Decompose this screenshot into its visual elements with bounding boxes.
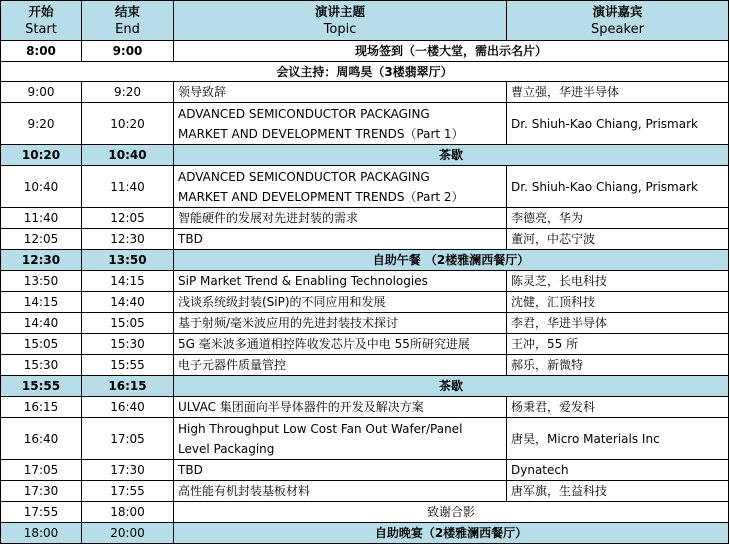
talk-topic-line-2: MARKET AND DEVELOPMENT TRENDS（Part 2） [178, 189, 464, 204]
end-time: 17:05 [82, 418, 174, 460]
end-time: 10:20 [82, 103, 174, 145]
host-info: 会议主持：周鸣昊（3楼翡翠厅） [1, 62, 729, 82]
start-time: 15:05 [1, 334, 82, 355]
talk-topic-line-1: ADVANCED SEMICONDUCTOR PACKAGING [178, 169, 430, 184]
talk-topic: 5G 毫米波多通道相控阵收发芯片及中电 55所研究进展 [174, 334, 507, 355]
end-time: 11:40 [82, 166, 174, 208]
header-row [1, 1, 729, 41]
break-row [1, 376, 729, 397]
break-title: 茶歇 [174, 145, 729, 166]
talk-speaker: 李君，华进半导体 [507, 313, 729, 334]
start-time: 17:30 [1, 481, 82, 502]
agenda-row [1, 271, 729, 292]
start-time: 8:00 [1, 41, 82, 62]
break-title: 自助午餐 （2楼雅澜西餐厅） [174, 250, 729, 271]
agenda-row [1, 397, 729, 418]
start-time: 18:00 [1, 523, 82, 544]
end-time: 12:05 [82, 208, 174, 229]
break-row [1, 523, 729, 544]
talk-topic: SiP Market Trend & Enabling Technologies [174, 271, 507, 292]
talk-speaker: 沈健，汇顶科技 [507, 292, 729, 313]
start-time: 15:30 [1, 355, 82, 376]
start-time: 15:55 [1, 376, 82, 397]
end-time: 16:40 [82, 397, 174, 418]
header-speaker: 演讲嘉宾 Speaker [507, 1, 729, 41]
talk-topic: 智能硬件的发展对先进封装的需求 [174, 208, 507, 229]
talk-speaker: Dr. Shiuh-Kao Chiang, Prismark [507, 166, 729, 208]
agenda-row [1, 313, 729, 334]
agenda-row [1, 208, 729, 229]
talk-topic-line-2: MARKET AND DEVELOPMENT TRENDS（Part 1） [178, 126, 464, 141]
host-row [1, 62, 729, 82]
header-start: 开始 Start [1, 1, 82, 41]
session-title: 致谢合影 [174, 502, 729, 523]
end-time: 15:05 [82, 313, 174, 334]
start-time: 9:20 [1, 103, 82, 145]
agenda-row [1, 334, 729, 355]
session-title: 现场签到（一楼大堂，需出示名片） [174, 41, 729, 62]
end-time: 17:55 [82, 481, 174, 502]
end-time: 9:20 [82, 82, 174, 103]
start-time: 17:05 [1, 460, 82, 481]
start-time: 12:30 [1, 250, 82, 271]
talk-speaker: 董河，中芯宁波 [507, 229, 729, 250]
agenda-row [1, 229, 729, 250]
agenda-row [1, 481, 729, 502]
start-time: 16:40 [1, 418, 82, 460]
talk-topic: 电子元器件质量管控 [174, 355, 507, 376]
talk-speaker: Dynatech [507, 460, 729, 481]
talk-topic: 浅谈系统级封装(SiP)的不同应用和发展 [174, 292, 507, 313]
talk-speaker: 唐军旗，生益科技 [507, 481, 729, 502]
agenda-row [1, 502, 729, 523]
agenda-row [1, 292, 729, 313]
talk-speaker: 唐昊，Micro Materials Inc [507, 418, 729, 460]
agenda-row [1, 103, 729, 145]
agenda-row [1, 418, 729, 460]
agenda-row [1, 460, 729, 481]
start-time: 17:55 [1, 502, 82, 523]
agenda-row [1, 82, 729, 103]
talk-speaker: Dr. Shiuh-Kao Chiang, Prismark [507, 103, 729, 145]
start-time: 9:00 [1, 82, 82, 103]
end-time: 12:30 [82, 229, 174, 250]
header-end: 结束 End [82, 1, 174, 41]
break-title: 茶歇 [174, 376, 729, 397]
start-time: 16:15 [1, 397, 82, 418]
talk-topic: 基于射频/毫米波应用的先进封装技术探讨 [174, 313, 507, 334]
agenda-row [1, 41, 729, 62]
start-time: 14:15 [1, 292, 82, 313]
start-time: 10:20 [1, 145, 82, 166]
end-time: 15:55 [82, 355, 174, 376]
talk-speaker: 曹立强，华进半导体 [507, 82, 729, 103]
end-time: 14:15 [82, 271, 174, 292]
end-time: 10:40 [82, 145, 174, 166]
break-row [1, 250, 729, 271]
start-time: 12:05 [1, 229, 82, 250]
talk-speaker: 郝乐，新微特 [507, 355, 729, 376]
talk-topic-line-1: ADVANCED SEMICONDUCTOR PACKAGING [178, 106, 430, 121]
end-time: 20:00 [82, 523, 174, 544]
start-time: 11:40 [1, 208, 82, 229]
header-topic: 演讲主题 Topic [174, 1, 507, 41]
talk-topic-line-1: High Throughput Low Cost Fan Out Wafer/Panel [178, 421, 463, 436]
talk-speaker: 王冲，55 所 [507, 334, 729, 355]
talk-topic: ULVAC 集团面向半导体器件的开发及解决方案 [174, 397, 507, 418]
talk-topic: TBD [174, 229, 507, 250]
end-time: 13:50 [82, 250, 174, 271]
talk-speaker: 陈灵芝，长电科技 [507, 271, 729, 292]
start-time: 10:40 [1, 166, 82, 208]
break-row [1, 145, 729, 166]
agenda-row [1, 166, 729, 208]
talk-topic: 领导致辞 [174, 82, 507, 103]
end-time: 16:15 [82, 376, 174, 397]
end-time: 18:00 [82, 502, 174, 523]
talk-topic [174, 166, 507, 208]
talk-speaker: 李德亮，华为 [507, 208, 729, 229]
start-time: 14:40 [1, 313, 82, 334]
talk-speaker: 杨秉君，爱发科 [507, 397, 729, 418]
talk-topic [174, 418, 507, 460]
talk-topic-line-2: Level Packaging [178, 441, 275, 456]
talk-topic: TBD [174, 460, 507, 481]
end-time: 9:00 [82, 41, 174, 62]
talk-topic [174, 103, 507, 145]
end-time: 15:30 [82, 334, 174, 355]
talk-topic: 高性能有机封装基板材料 [174, 481, 507, 502]
break-title: 自助晚宴（2楼雅澜西餐厅） [174, 523, 729, 544]
end-time: 14:40 [82, 292, 174, 313]
start-time: 13:50 [1, 271, 82, 292]
end-time: 17:30 [82, 460, 174, 481]
agenda-row [1, 355, 729, 376]
